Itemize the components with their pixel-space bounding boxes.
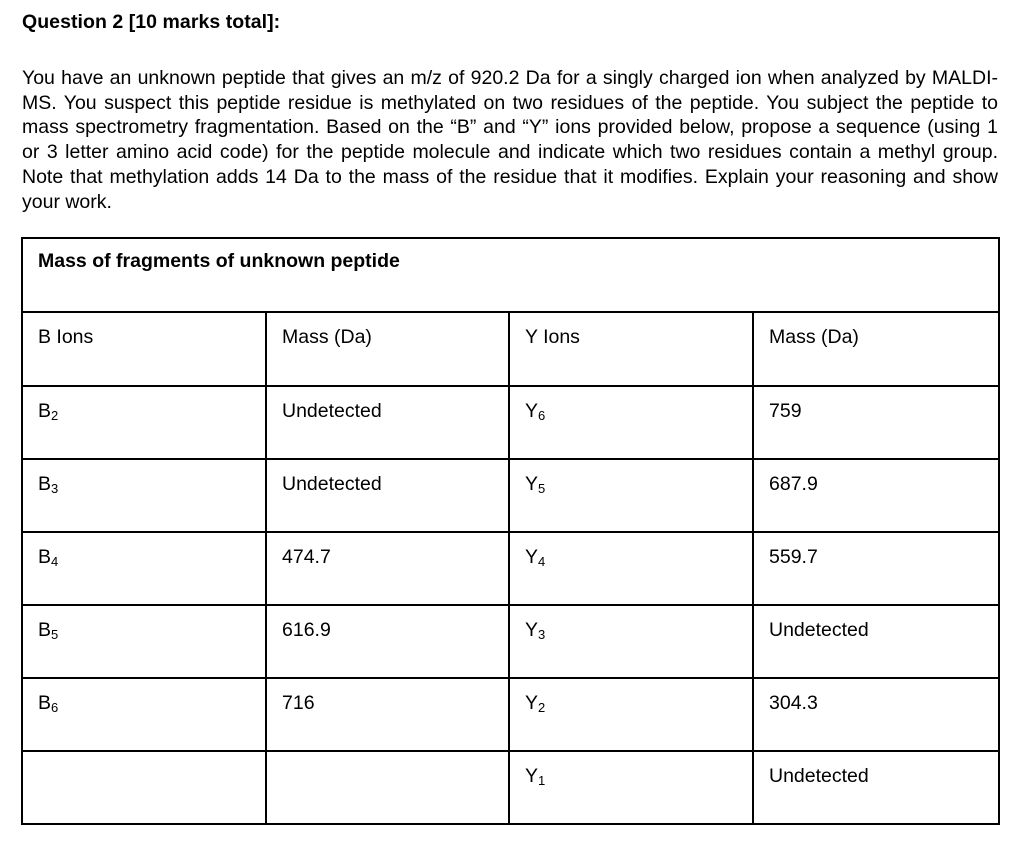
b-ion-letter: B [38, 473, 52, 495]
y-ion-subscript: 2 [538, 700, 546, 715]
b-ion-letter: B [38, 692, 52, 714]
y-ion-mass: 304.3 [753, 678, 999, 751]
table-row [22, 459, 999, 532]
b-ion-subscript: 2 [51, 408, 59, 423]
y-ion-label [509, 605, 753, 678]
header-b-ions: B Ions [22, 312, 266, 386]
table-row [22, 605, 999, 678]
b-ion-mass: Undetected [266, 386, 509, 459]
y-ion-letter: Y [525, 473, 539, 495]
fragment-mass-table [21, 237, 1000, 825]
header-y-mass: Mass (Da) [753, 312, 999, 386]
b-ion-label [22, 678, 266, 751]
y-ion-subscript: 5 [538, 481, 546, 496]
y-ion-label [509, 386, 753, 459]
table-row [22, 386, 999, 459]
y-ion-label [509, 459, 753, 532]
b-ion-mass: 716 [266, 678, 509, 751]
table-row [22, 678, 999, 751]
b-ion-label [22, 605, 266, 678]
question-heading: Question 2 [10 marks total]: [22, 11, 281, 33]
y-ion-subscript: 3 [538, 627, 546, 642]
table-row [22, 751, 999, 824]
y-ion-letter: Y [525, 546, 539, 568]
header-b-mass: Mass (Da) [266, 312, 509, 386]
y-ion-mass: Undetected [753, 751, 999, 824]
y-ion-mass: 759 [753, 386, 999, 459]
y-ion-label [509, 751, 753, 824]
table-row [22, 532, 999, 605]
y-ion-label [509, 678, 753, 751]
table-title: Mass of fragments of unknown peptide [22, 238, 999, 312]
table-header-row [22, 312, 999, 386]
b-ion-mass: 616.9 [266, 605, 509, 678]
y-ion-label [509, 532, 753, 605]
b-ion-mass [266, 751, 509, 824]
y-ion-mass: 687.9 [753, 459, 999, 532]
y-ion-subscript: 1 [538, 773, 546, 788]
y-ion-letter: Y [525, 765, 539, 787]
header-y-ions: Y Ions [509, 312, 753, 386]
y-ion-letter: Y [525, 692, 539, 714]
b-ion-subscript: 4 [51, 554, 59, 569]
b-ion-letter: B [38, 546, 52, 568]
b-ion-subscript: 6 [51, 700, 59, 715]
b-ion-letter: B [38, 400, 52, 422]
b-ion-subscript: 5 [51, 627, 59, 642]
y-ion-letter: Y [525, 619, 539, 641]
y-ion-subscript: 4 [538, 554, 546, 569]
y-ion-mass: 559.7 [753, 532, 999, 605]
y-ion-mass: Undetected [753, 605, 999, 678]
b-ion-label [22, 386, 266, 459]
b-ion-label [22, 532, 266, 605]
question-paragraph: You have an unknown peptide that gives an m/z of 920.2 Da for a singly charged ion when analyzed by MALDI-MS. You suspect this peptide residue is methylated on two residues of the peptide. You subject the peptide to mass spectrometry fragmentation. Based on the “B” and “Y” ions provided below, propose a sequence (using 1 or 3 letter amino acid code) for the peptide molecule and indicate which two residues contain a methyl group. Note that methylation adds 14 Da to the mass of the residue that it modifies. Explain your reasoning and show your work. [22, 67, 998, 213]
b-ion-label [22, 459, 266, 532]
y-ion-subscript: 6 [538, 408, 546, 423]
table-title-row [22, 238, 999, 312]
b-ion-label [22, 751, 266, 824]
b-ion-subscript: 3 [51, 481, 59, 496]
b-ion-mass: Undetected [266, 459, 509, 532]
b-ion-letter: B [38, 619, 52, 641]
y-ion-letter: Y [525, 400, 539, 422]
b-ion-mass: 474.7 [266, 532, 509, 605]
